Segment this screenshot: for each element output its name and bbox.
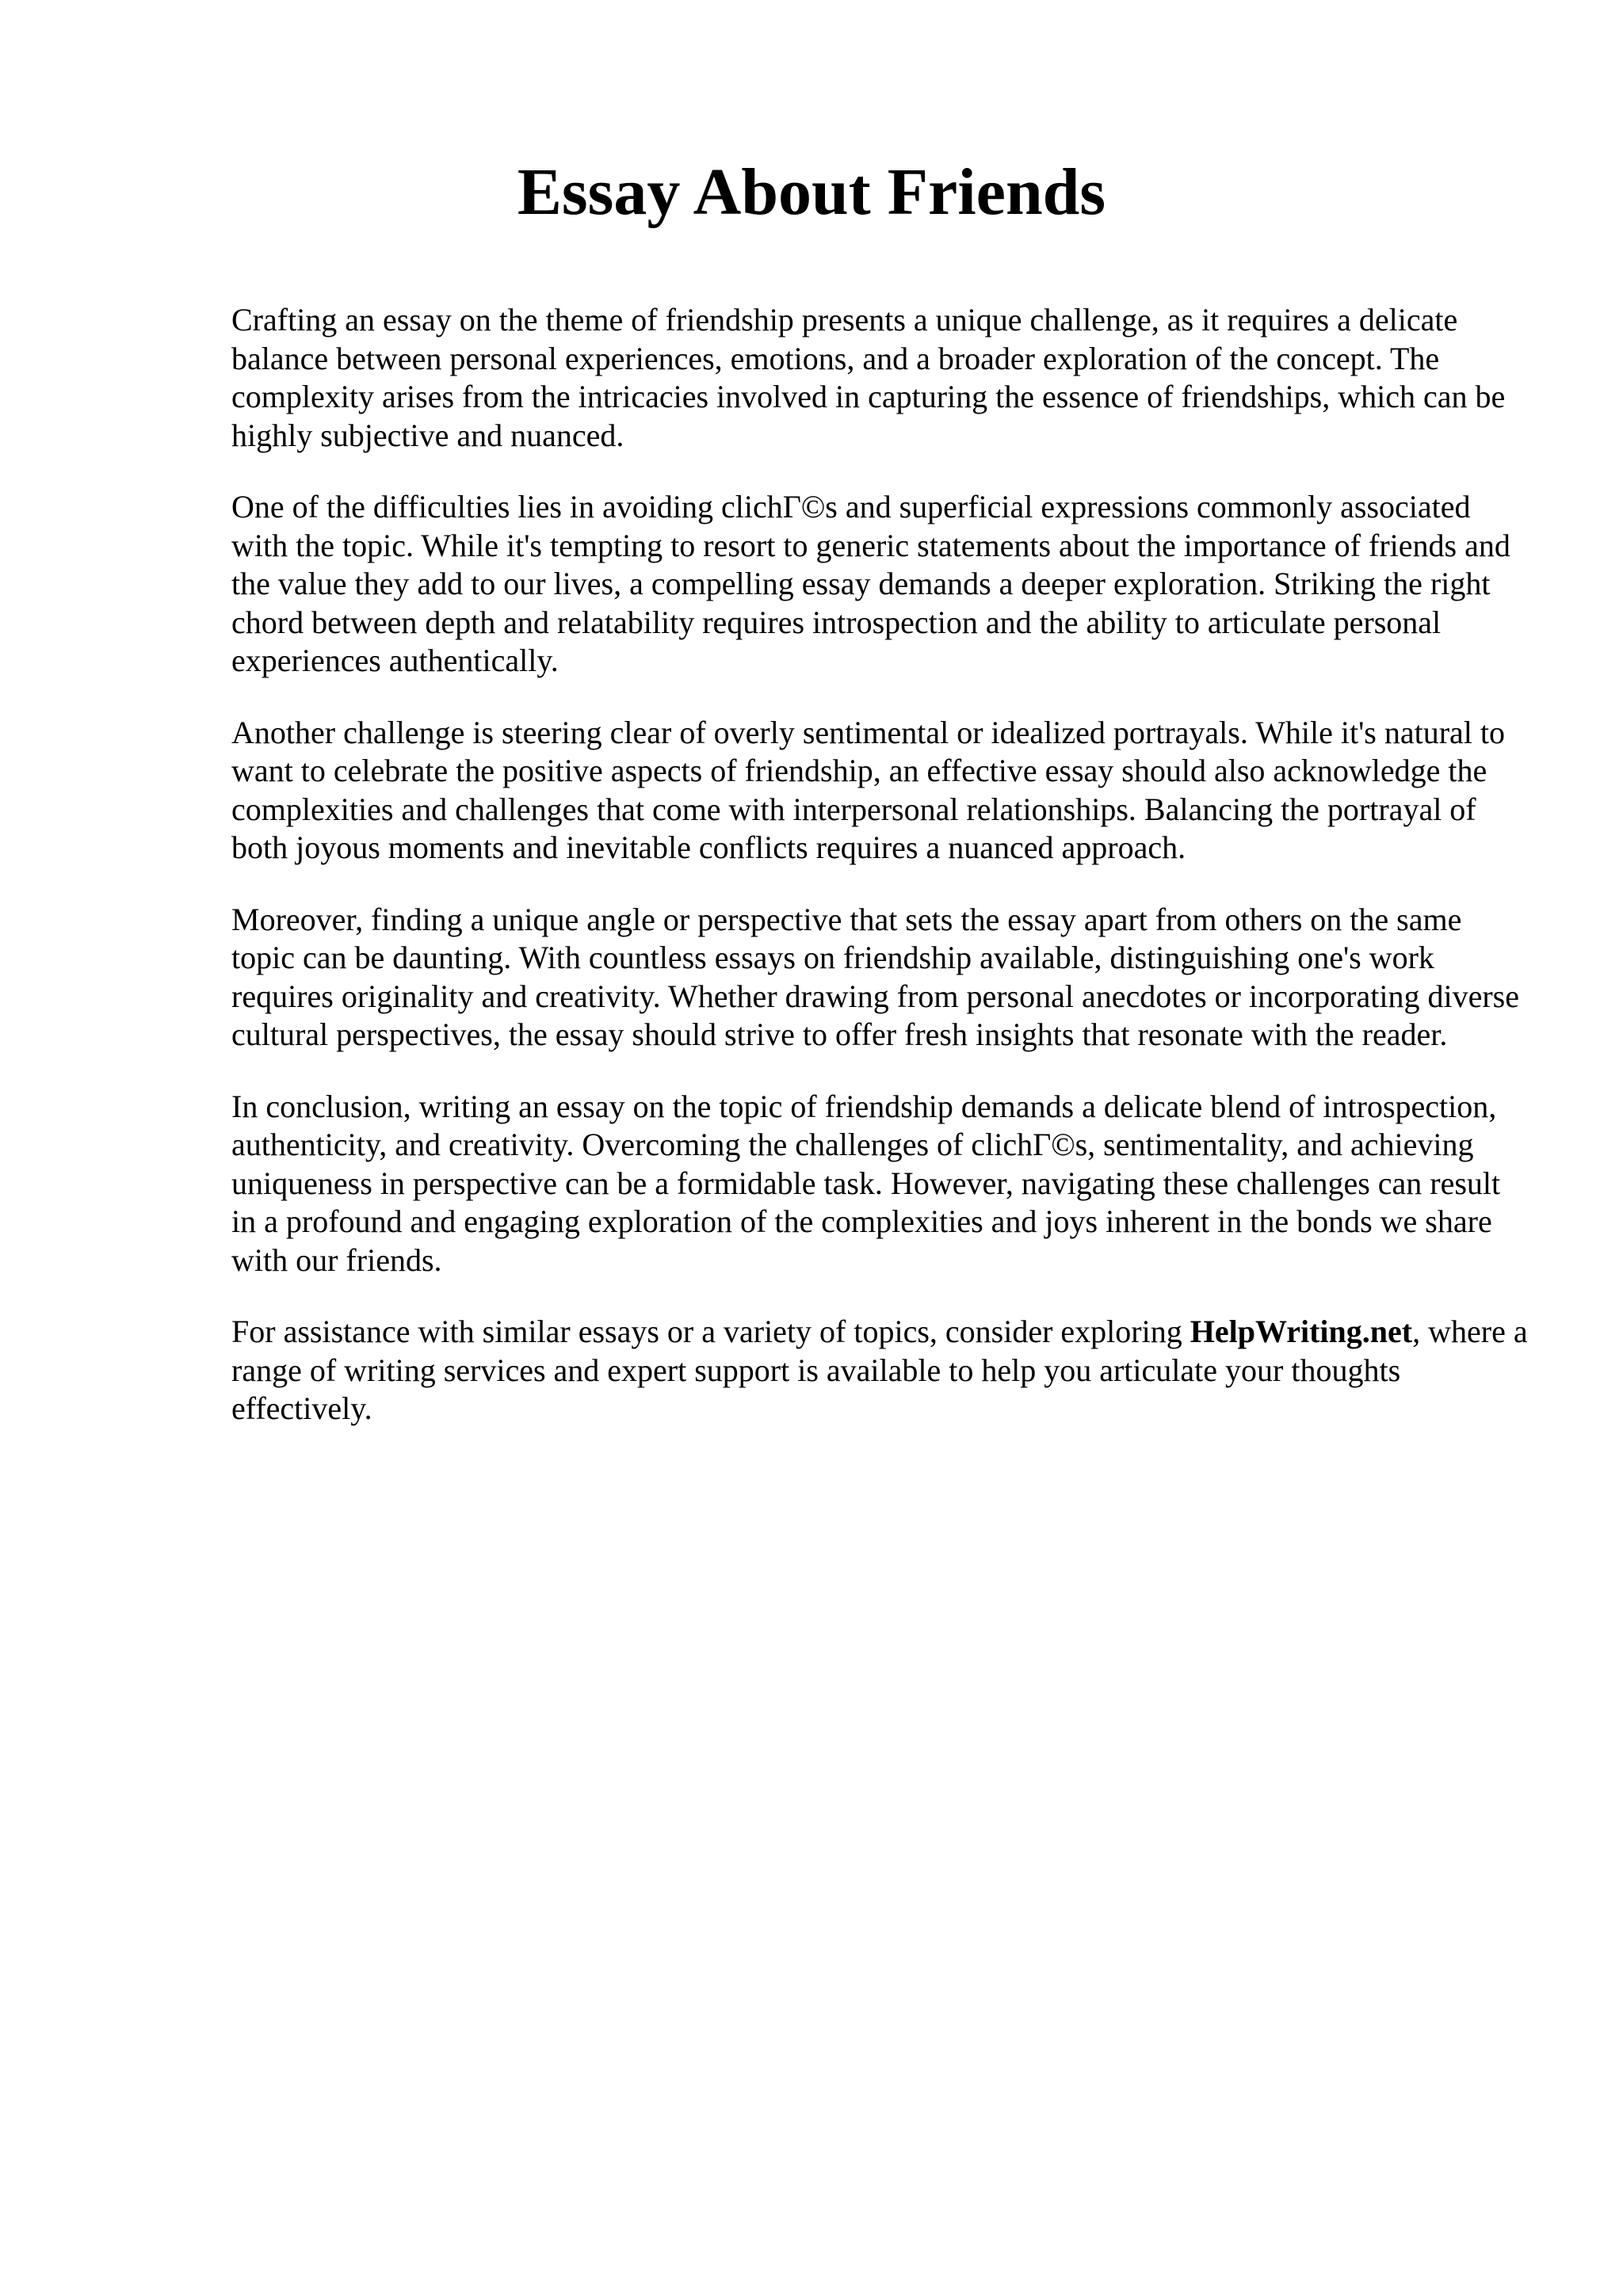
- paragraph-4: Moreover, finding a unique angle or perspective that sets the essay apart from others on the same topic can be daunting. With countless essays on friendship available, distinguishing one's work requires originality and creativity. Whether drawing from personal anecdotes or incorporating diverse cultural perspectives, the essay should strive to offer fresh insights that resonate with the reader.: [231, 901, 1519, 1052]
- closing-paragraph: [231, 1313, 1531, 1428]
- closing-text-before: For assistance with similar essays or a variety of topics, consider exploring: [231, 1314, 1190, 1349]
- paragraph-1: Crafting an essay on the theme of friendship presents a unique challenge, as it requires a delicate balance between personal experiences, emotions, and a broader exploration of the concept. The complexity arises from the intricacies involved in capturing the essence of friendships, which can be highly subjective and nuanced.: [231, 302, 1506, 453]
- paragraph-2: One of the difficulties lies in avoiding clichΓ©s and superficial expressions commonly associated with the topic. While it's tempting to resort to generic statements about the importance of friends and the value they add to our lives, a compelling essay demands a deeper exploration. Striking the right chord between depth and relatability requires introspection and the ability to articulate personal experiences authentically.: [231, 489, 1510, 678]
- paragraph-3: Another challenge is steering clear of overly sentimental or idealized portrayals. While it's natural to want to celebrate the positive aspects of friendship, an effective essay should also acknowledge the complexities and challenges that come with interpersonal relationships. Balancing the portrayal of both joyous moments and inevitable conflicts requires a nuanced approach.: [231, 714, 1506, 865]
- page-title: Essay About Friends: [517, 155, 1106, 229]
- essay-body: [231, 301, 1531, 1462]
- paragraph-5: In conclusion, writing an essay on the topic of friendship demands a delicate blend of introspection, authenticity, and creativity. Overcoming the challenges of clichΓ©s, sentimentality, and achieving uniqueness in perspective can be a formidable task. However, navigating these challenges can result in a profound and engaging exploration of the complexities and joys inherent in the bonds we share with our friends.: [231, 1088, 1501, 1278]
- helpwriting-brand: HelpWriting.net: [1190, 1314, 1413, 1349]
- closing-text-after: , where a range of writing services and expert support is available to help you articulate your thoughts effectively.: [231, 1314, 1528, 1426]
